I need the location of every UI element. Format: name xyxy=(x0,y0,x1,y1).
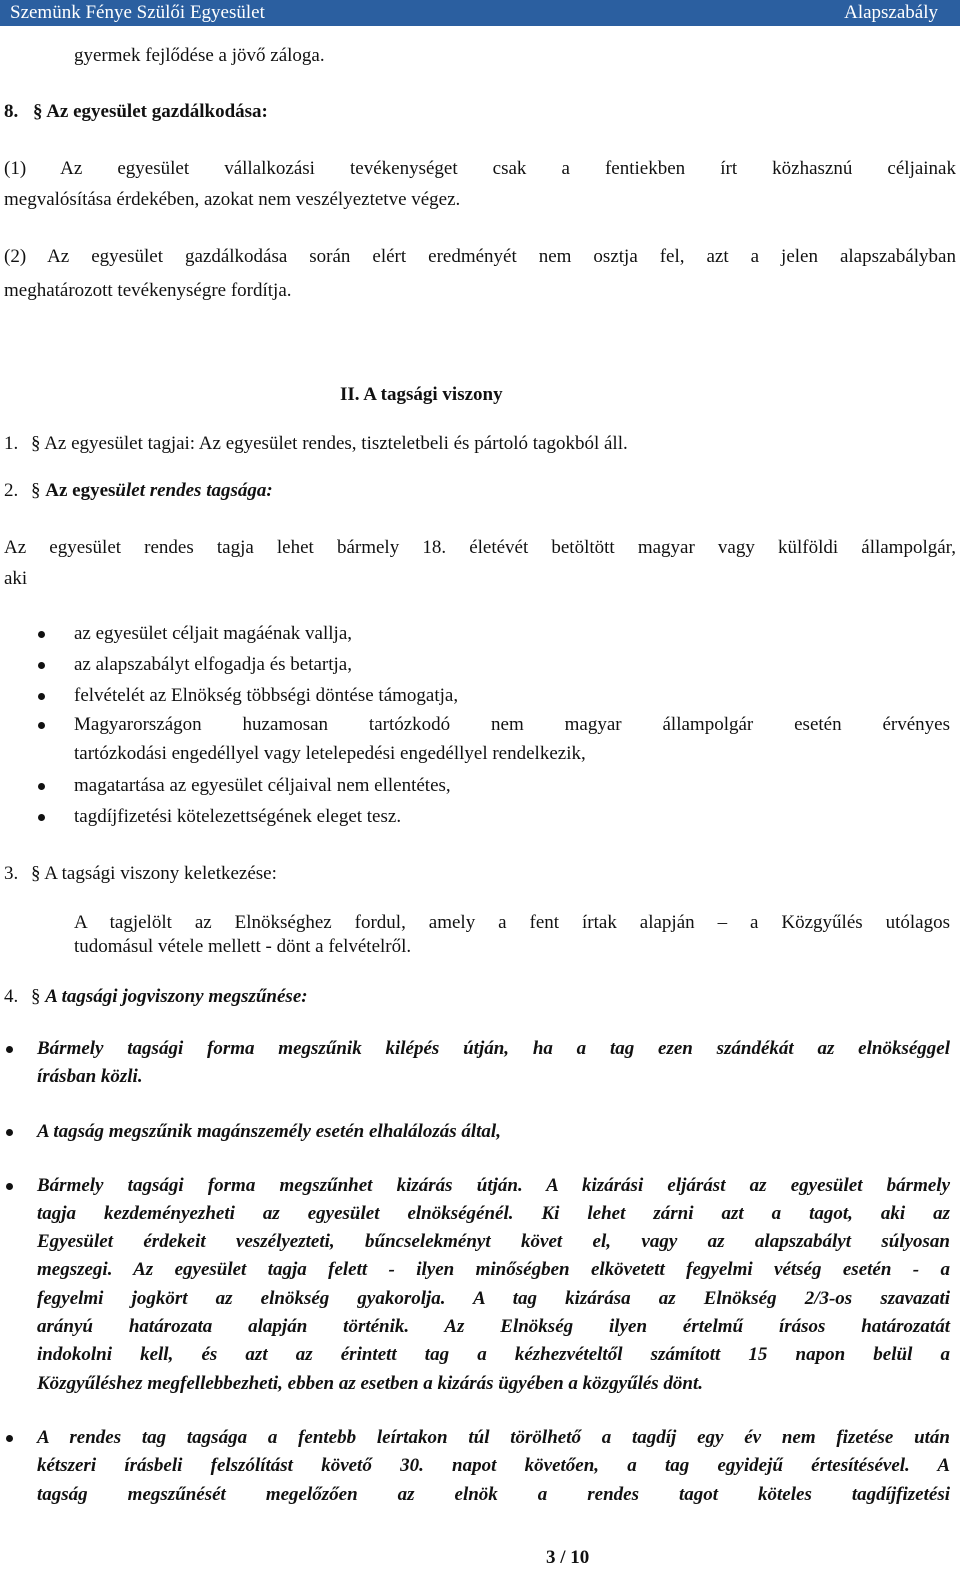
section-8-title: Az egyesület gazdálkodása: xyxy=(46,101,268,122)
list-item: az egyesület céljait magáénak vallja, xyxy=(74,623,352,644)
list-item: az alapszabályt elfogadja és betartja, xyxy=(74,654,352,675)
termination-item-4-line: kétszeri írásbeli felszólítást követő 30. napot követően, a tag egyidejű értesítésével. A xyxy=(37,1455,950,1476)
section-3-heading xyxy=(4,860,277,888)
paragraph-mark-icon: § xyxy=(33,101,43,122)
bullet-icon xyxy=(38,814,45,821)
section-8-number: 8. xyxy=(4,101,19,122)
termination-item-3-line: Bármely tagsági forma megszűnhet kizárás útján. A kizárási eljárást az egyesület bármely xyxy=(37,1175,950,1196)
termination-item-3-line: indokolni kell, és azt az érintett tag a kézhezvételtől számított 15 napon belül a xyxy=(37,1344,950,1365)
list-item: tagdíjfizetési kötelezettségének eleget tesz. xyxy=(74,806,402,827)
section-4-heading xyxy=(4,983,308,1011)
section-1-text: Az egyesület tagjai: Az egyesület rendes, tiszteletbeli és pártoló tagokból áll. xyxy=(44,433,628,454)
section-2-number: 2. xyxy=(4,480,19,501)
bullet-icon xyxy=(38,662,45,669)
section-8-para1-line2: megvalósítása érdekében, azokat nem veszélyeztetve végez. xyxy=(4,189,461,210)
bullet-icon xyxy=(38,722,45,729)
section-3-number: 3. xyxy=(4,863,19,884)
bullet-icon xyxy=(38,693,45,700)
termination-item-1-line1: Bármely tagsági forma megszűnik kilépés útján, ha a tag ezen szándékát az elnökséggel xyxy=(37,1038,950,1059)
termination-item-1-line2: írásban közli. xyxy=(37,1066,143,1087)
bullet-icon xyxy=(6,1046,13,1053)
section-8-para1-line1: (1) Az egyesület vállalkozási tevékenységet csak a fentiekben írt közhasznú céljainak xyxy=(4,158,956,179)
termination-item-3-line: fegyelmi jogkört az elnökség gyakorolja. A tag kizárása az Elnökség 2/3-os szavazati xyxy=(37,1288,950,1309)
chapter-title: II. A tagsági viszony xyxy=(340,384,503,405)
bullet-icon xyxy=(6,1129,13,1136)
section-1-number: 1. xyxy=(4,433,19,454)
bullet-icon xyxy=(6,1435,13,1442)
termination-item-4-line: tagság megszűnését megelőzően az elnök a rendes tagot köteles tagdíjfizetési xyxy=(37,1484,950,1505)
page-number: 3 / 10 xyxy=(546,1547,590,1568)
page-header xyxy=(0,0,960,26)
section-2-title-part2: ület rendes tagsága: xyxy=(115,480,273,501)
bullet-icon xyxy=(6,1183,13,1190)
termination-item-4-line: A rendes tag tagsága a fentebb leírtakon túl törölhető a tagdíj egy év nem fizetése után xyxy=(37,1427,950,1448)
section-8-para2-line2: meghatározott tevékenységre fordítja. xyxy=(4,280,292,301)
section-8-para2-line1: (2) Az egyesület gazdálkodása során elért eredményét nem osztja fel, azt a jelen alapszabályban xyxy=(4,246,956,267)
paragraph-mark-icon: § xyxy=(31,863,41,884)
section-2-line1: Az egyesület rendes tagja lehet bármely 18. életévét betöltött magyar vagy külföldi állampolgár, xyxy=(4,537,956,558)
section-8-heading xyxy=(4,98,268,126)
termination-item-3-line: tagja kezdeményezheti az egyesület elnökségénél. Ki lehet zárni azt a tagot, aki az xyxy=(37,1203,950,1224)
list-item: felvételét az Elnökség többségi döntése támogatja, xyxy=(74,685,459,706)
intro-line: gyermek fejlődése a jövő záloga. xyxy=(74,45,325,66)
section-2-line2: aki xyxy=(4,568,28,589)
termination-item-3-line: Egyesület érdekeit veszélyezteti, bűncselekményt követ el, vagy az alapszabályt súlyosan xyxy=(37,1231,950,1252)
termination-item-2: A tagság megszűnik magánszemély esetén elhalálozás által, xyxy=(37,1121,501,1142)
section-2-heading xyxy=(4,477,273,505)
section-4-number: 4. xyxy=(4,986,19,1007)
bullet-icon xyxy=(38,631,45,638)
list-item: magatartása az egyesület céljaival nem ellentétes, xyxy=(74,775,451,796)
section-2-title-part1: Az egyes xyxy=(45,480,116,501)
section-3-title: A tagsági viszony keletkezése: xyxy=(44,863,277,884)
section-1-line xyxy=(4,430,628,458)
header-document-title: Alapszabály xyxy=(844,2,938,23)
section-3-line2: tudomásul vétele mellett - dönt a felvételről. xyxy=(74,936,412,957)
termination-item-3-line: arányú határozata alapján történik. Az Elnökség ilyen értelmű írásos határozatát xyxy=(37,1316,950,1337)
section-3-line1: A tagjelölt az Elnökséghez fordul, amely a fent írtak alapján – a Közgyűlés utólagos xyxy=(74,912,950,933)
header-organization: Szemünk Fénye Szülői Egyesület xyxy=(10,2,265,23)
termination-item-3-line: megszegi. Az egyesület tagja felett - ilyen minőségben elkövetett fegyelmi vétség esetén - a xyxy=(37,1259,950,1280)
bullet-icon xyxy=(38,783,45,790)
paragraph-mark-icon: § xyxy=(31,480,41,501)
paragraph-mark-icon: § xyxy=(31,433,41,454)
list-item-continuation: tartózkodási engedéllyel vagy letelepedési engedéllyel rendelkezik, xyxy=(74,743,586,764)
paragraph-mark-icon: § xyxy=(31,986,41,1007)
section-4-title: A tagsági jogviszony megszűnése: xyxy=(45,986,308,1007)
list-item: Magyarországon huzamosan tartózkodó nem magyar állampolgár esetén érvényes xyxy=(74,714,950,735)
termination-item-3-line: Közgyűléshez megfellebbezheti, ebben az esetben a kizárás ügyében a közgyűlés dönt. xyxy=(37,1373,704,1394)
